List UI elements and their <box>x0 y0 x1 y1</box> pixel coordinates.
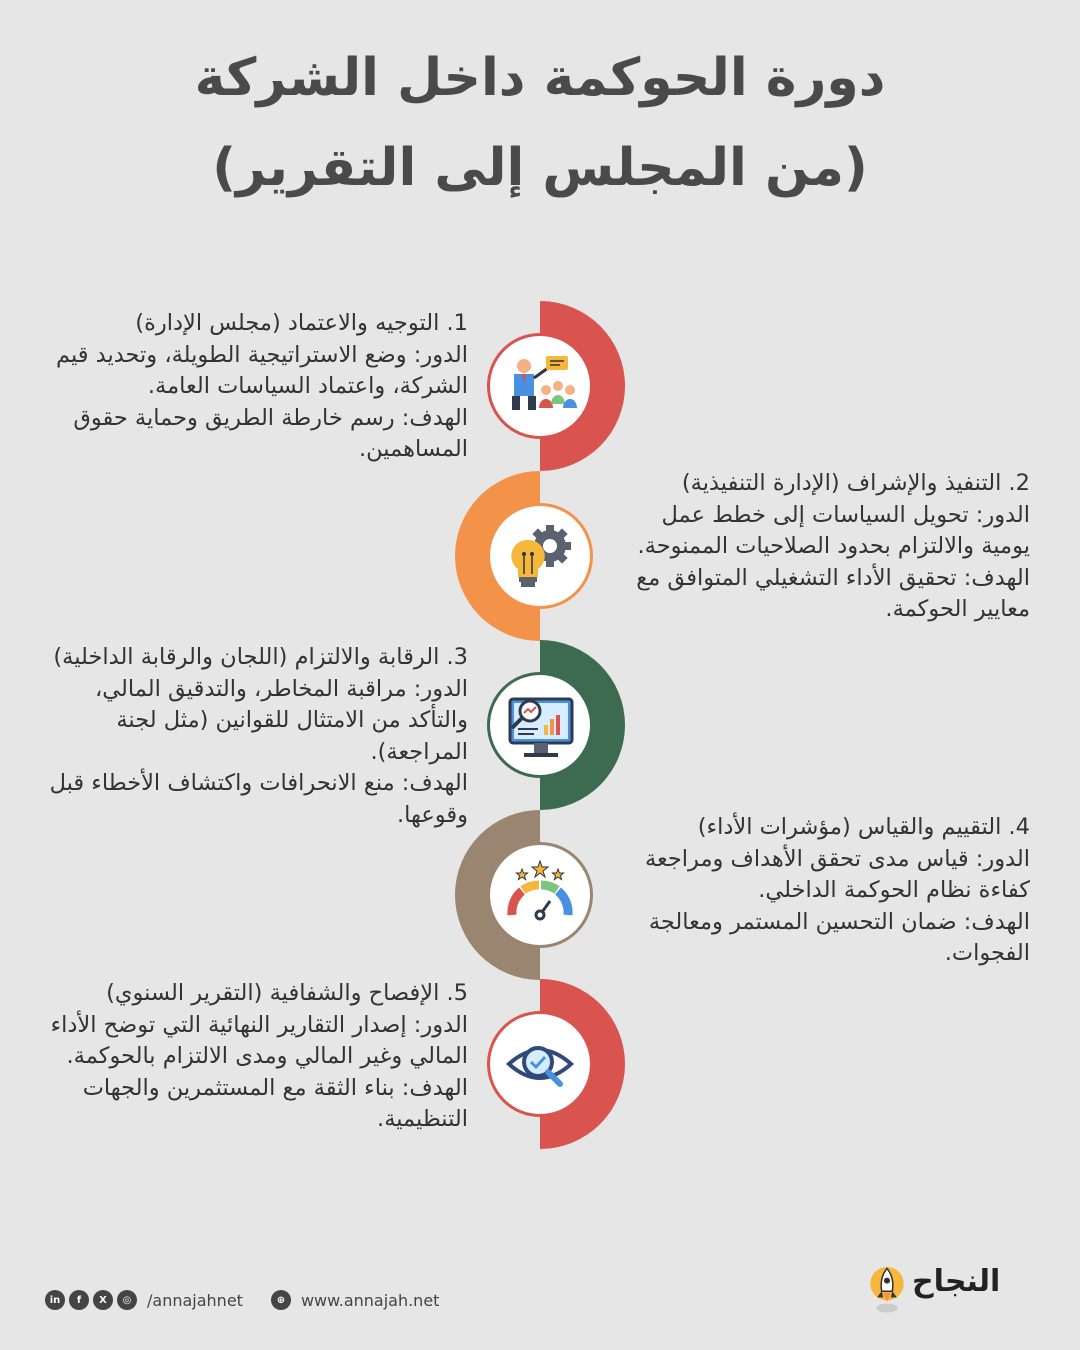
step-3-goal: الهدف: منع الانحرافات واكتشاف الأخطاء قبل وقوعها. <box>49 770 468 828</box>
step-5-heading: 5. الإفصاح والشفافية (التقرير السنوي) <box>106 980 468 1006</box>
linkedin-icon[interactable]: in <box>45 1290 65 1310</box>
page-title: دورة الحوكمة داخل الشركة <box>194 48 886 108</box>
lightbulb-gear-icon <box>500 516 580 596</box>
rating-gauge-icon <box>500 855 580 935</box>
page-subtitle: (من المجلس إلى التقرير) <box>212 138 868 198</box>
brand-name: النجاح <box>912 1264 1001 1299</box>
x-icon[interactable]: X <box>93 1290 113 1310</box>
website-link[interactable]: www.annajah.net <box>300 1290 440 1310</box>
step-2-heading: 2. التنفيذ والإشراف (الإدارة التنفيذية) <box>681 470 1030 496</box>
step-2-text <box>610 468 1030 626</box>
presenter-team-icon <box>500 346 580 426</box>
step-5-text <box>48 978 468 1136</box>
step-3-role: الدور: مراقبة المخاطر، والتدقيق المالي، والتأكد من الامتثال للقوانين (مثل لجنة المراجعة). <box>95 675 468 765</box>
step-3-icon-circle <box>490 675 590 775</box>
step-1-icon-circle <box>490 336 590 436</box>
step-4-heading: 4. التقييم والقياس (مؤشرات الأداء) <box>697 814 1030 840</box>
step-1-heading: 1. التوجيه والاعتماد (مجلس الإدارة) <box>135 310 468 336</box>
step-5-role: الدور: إصدار التقارير النهائية التي توضح الأداء المالي وغير المالي ومدى الالتزام بالحوكمة. <box>50 1011 468 1069</box>
step-5-goal: الهدف: بناء الثقة مع المستثمرين والجهات التنظيمية. <box>82 1074 468 1132</box>
rocket-icon <box>868 1262 906 1316</box>
step-1-role: الدور: وضع الاستراتيجية الطويلة، وتحديد قيم الشركة، واعتماد السياسات العامة. <box>55 341 468 399</box>
step-2-role: الدور: تحويل السياسات إلى خطط عمل يومية والالتزام بحدود الصلاحيات الممنوحة. <box>637 501 1030 559</box>
footer <box>45 1290 439 1310</box>
step-5-icon-circle <box>490 1014 590 1114</box>
step-1-text <box>48 308 468 466</box>
social-handle[interactable]: /annajahnet <box>147 1290 243 1310</box>
step-1-goal: الهدف: رسم خارطة الطريق وحماية حقوق المساهمين. <box>73 404 468 462</box>
step-4-role: الدور: قياس مدى تحقق الأهداف ومراجعة كفاءة نظام الحوكمة الداخلي. <box>644 845 1030 903</box>
step-2-goal: الهدف: تحقيق الأداء التشغيلي المتوافق مع معايير الحوكمة. <box>636 564 1030 622</box>
facebook-icon[interactable]: f <box>69 1290 89 1310</box>
step-3-heading: 3. الرقابة والالتزام (اللجان والرقابة الداخلية) <box>53 644 468 670</box>
brand-logo <box>868 1258 1028 1338</box>
step-3-text <box>48 642 468 831</box>
step-4-icon-circle <box>490 845 590 945</box>
step-4-goal: الهدف: ضمان التحسين المستمر ومعالجة الفجوات. <box>648 908 1030 966</box>
instagram-icon[interactable]: ◎ <box>117 1290 137 1310</box>
eye-magnifier-icon <box>500 1024 580 1104</box>
step-4-text <box>610 812 1030 970</box>
monitor-analytics-icon <box>500 685 580 765</box>
globe-icon: ⊕ <box>271 1290 291 1310</box>
step-2-icon-circle <box>490 506 590 606</box>
